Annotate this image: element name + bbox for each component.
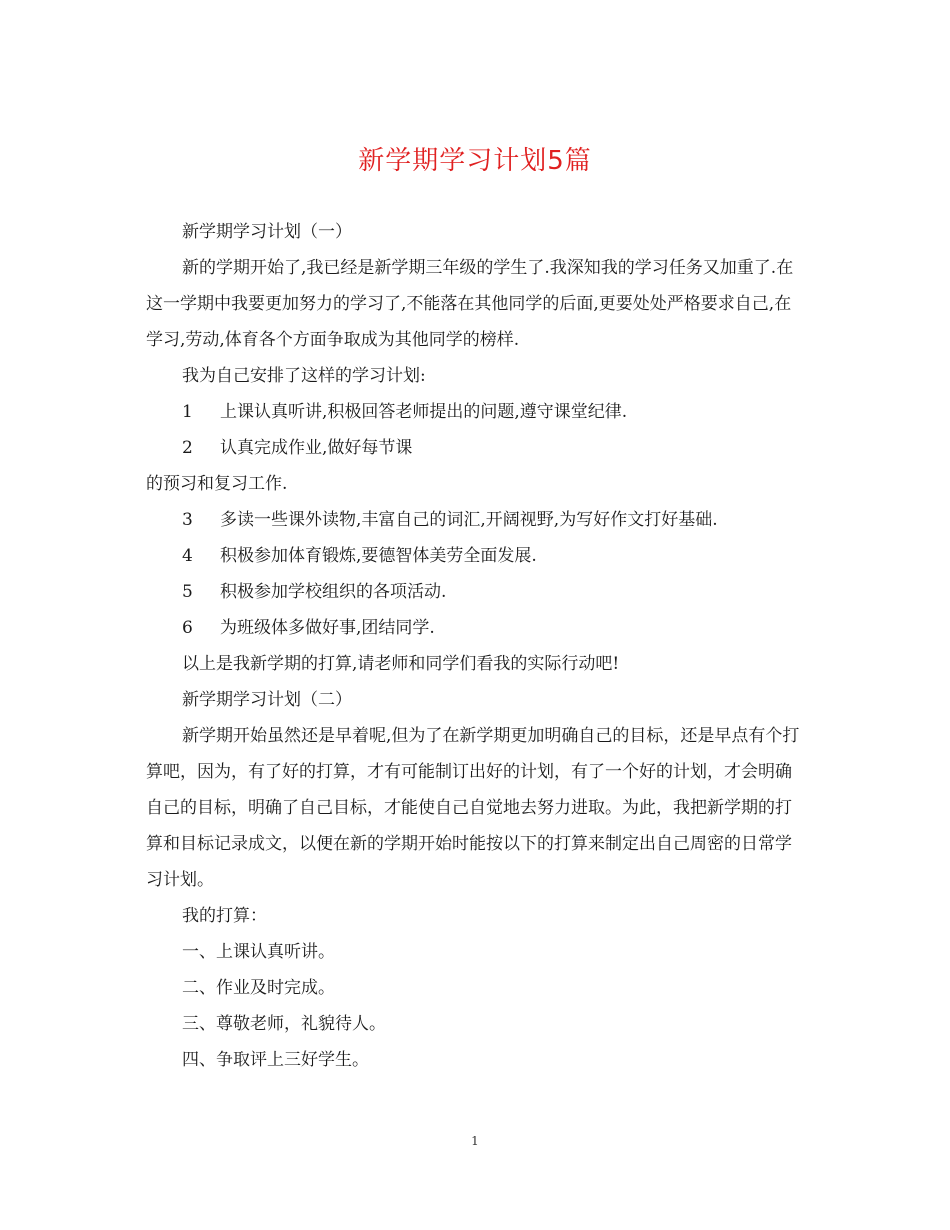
plan-point: 一、上课认真听讲。	[182, 942, 335, 962]
section1-plan-lead: 我为自己安排了这样的学习计划:	[182, 366, 426, 386]
list-continuation: 的预习和复习工作.	[146, 474, 288, 494]
section-heading-2: 新学期学习计划（二）	[182, 690, 352, 710]
document-body	[146, 214, 806, 1078]
list-text: 为班级体多做好事,团结同学.	[220, 618, 435, 638]
list-number: 6	[182, 618, 193, 638]
plan-point: 四、争取评上三好学生。	[182, 1050, 369, 1070]
list-text: 认真完成作业,做好每节课	[220, 438, 413, 458]
list-item	[146, 538, 806, 574]
section1-intro: 新的学期开始了,我已经是新学期三年级的学生了.我深知我的学习任务又加重了.在这一学期中我要更加努力的学习了,不能落在其他同学的后面,更要处处严格要求自己,在学习,劳动,体育各个方面争取成为其他同学的榜样.	[146, 258, 794, 350]
list-number: 5	[182, 582, 193, 602]
list-text: 积极参加学校组织的各项活动.	[220, 582, 447, 602]
section1-closing: 以上是我新学期的打算,请老师和同学们看我的实际行动吧!	[182, 654, 620, 674]
list-item	[146, 574, 806, 610]
list-item	[146, 502, 806, 538]
section-heading-1: 新学期学习计划（一）	[182, 222, 352, 242]
list-item	[146, 610, 806, 646]
list-number: 2	[182, 438, 193, 458]
section2-plan-lead: 我的打算：	[182, 906, 267, 926]
document-title: 新学期学习计划5篇	[358, 146, 592, 176]
list-item	[146, 430, 806, 466]
list-text: 多读一些课外读物,丰富自己的词汇,开阔视野,为写好作文打好基础.	[220, 510, 718, 530]
plan-point: 二、作业及时完成。	[182, 978, 335, 998]
list-text: 积极参加体育锻炼,要德智体美劳全面发展.	[220, 546, 537, 566]
list-number: 4	[182, 546, 193, 566]
list-text: 上课认真听讲,积极回答老师提出的问题,遵守课堂纪律.	[220, 402, 628, 422]
list-item	[146, 394, 806, 430]
page-number: 1	[471, 1134, 479, 1148]
list-number: 1	[182, 402, 193, 422]
section2-intro: 新学期开始虽然还是早着呢,但为了在新学期更加明确自己的目标，还是早点有个打算吧，因为，有了好的打算，才有可能制订出好的计划，有了一个好的计划，才会明确自己的目标，明确了自己目标，才能使自己自觉地去努力进取。为此，我把新学期的打算和目标记录成文，以便在新的学期开始时能按以下的打算来制定出自己周密的日常学习计划。	[146, 726, 800, 890]
list-number: 3	[182, 510, 193, 530]
plan-point: 三、尊敬老师，礼貌待人。	[182, 1014, 386, 1034]
